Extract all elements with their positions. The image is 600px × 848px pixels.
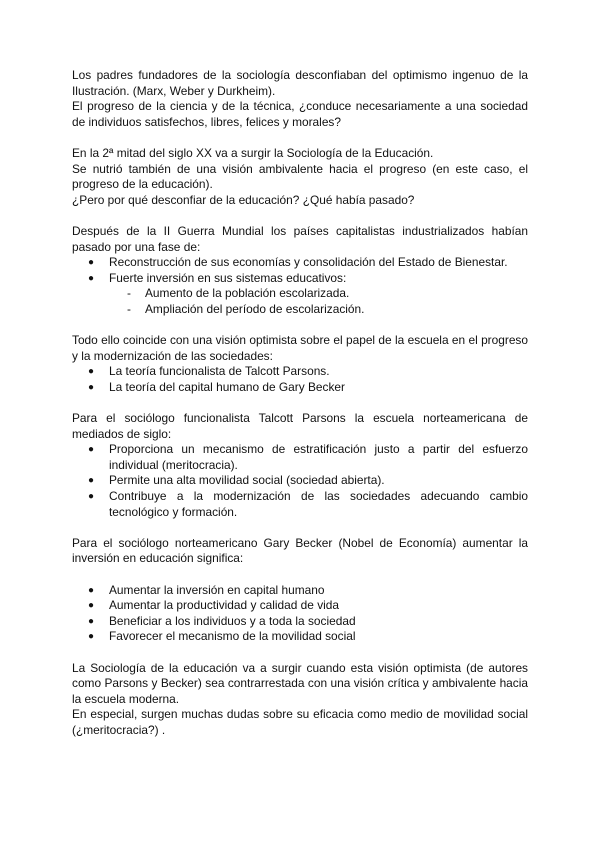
list-item: ● Contribuye a la modernización de las sociedades adecuando cambio tecnológico y formación. bbox=[88, 489, 528, 519]
bullet-icon: ● bbox=[88, 444, 95, 456]
paragraph: En la 2ª mitad del siglo XX va a surgir la Sociología de la Educación. bbox=[72, 145, 434, 160]
document-body bbox=[72, 68, 528, 739]
paragraph: Después de la II Guerra Mundial los países capitalistas industrializados habían pasado por una fase de: bbox=[72, 223, 528, 254]
bullet-icon: ● bbox=[88, 257, 95, 269]
list-item: ● La teoría del capital humano de Gary Becker bbox=[88, 379, 345, 394]
list-item: ● Favorecer el mecanismo de la movilidad social bbox=[88, 629, 356, 644]
paragraph: Para el sociólogo funcionalista Talcott Parsons la escuela norteamericana de mediados de siglo: bbox=[72, 411, 528, 441]
paragraph: En especial, surgen muchas dudas sobre su eficacia como medio de movilidad social (¿meritocracia?) . bbox=[72, 707, 528, 737]
bullet-icon: ● bbox=[88, 600, 95, 612]
bullet-list bbox=[72, 364, 528, 395]
dash-icon: - bbox=[127, 301, 131, 316]
list-item: ● Permite una alta movilidad social (sociedad abierta). bbox=[88, 473, 385, 488]
sub-list-item: - Ampliación del período de escolarización. bbox=[127, 301, 365, 316]
list-item: ● Proporciona un mecanismo de estratificación justo a partir del esfuerzo individual (meritocracia). bbox=[88, 442, 528, 472]
paragraph: Se nutrió también de una visión ambivalente hacia el progreso (en este caso, el progreso de la educación). bbox=[72, 161, 528, 192]
bullet-icon: ● bbox=[88, 491, 95, 503]
list-item: ● Fuerte inversión en sus sistemas educativos: bbox=[88, 270, 347, 285]
list-item: ● Aumentar la inversión en capital humano bbox=[88, 582, 325, 597]
paragraph: Todo ello coincide con una visión optimista sobre el papel de la escuela en el progreso y la modernización de las sociedades: bbox=[72, 333, 528, 363]
bullet-icon: ● bbox=[88, 584, 95, 596]
dash-icon: - bbox=[127, 286, 131, 301]
bullet-icon: ● bbox=[88, 272, 95, 284]
sub-list-item: - Aumento de la población escolarizada. bbox=[127, 286, 350, 301]
bullet-list bbox=[72, 255, 528, 286]
sub-list bbox=[72, 286, 528, 317]
list-item: ● Reconstrucción de sus economías y consolidación del Estado de Bienestar. bbox=[88, 255, 508, 270]
bullet-icon: ● bbox=[88, 615, 95, 627]
list-item: ● La teoría funcionalista de Talcott Parsons. bbox=[88, 364, 330, 379]
bullet-icon: ● bbox=[88, 475, 95, 487]
bullet-icon: ● bbox=[88, 366, 95, 378]
bullet-icon: ● bbox=[88, 381, 95, 393]
list-item: ● Aumentar la productividad y calidad de vida bbox=[88, 598, 340, 613]
bullet-list bbox=[72, 442, 528, 520]
bullet-list bbox=[72, 583, 528, 645]
paragraph: Para el sociólogo norteamericano Gary Becker (Nobel de Economía) aumentar la inversión en educación significa: bbox=[72, 535, 528, 566]
paragraph: El progreso de la ciencia y de la técnica, ¿conduce necesariamente a una sociedad de individuos satisfechos, libres, felices y morales? bbox=[72, 99, 528, 129]
bullet-icon: ● bbox=[88, 631, 95, 643]
paragraph: Los padres fundadores de la sociología desconfiaban del optimismo ingenuo de la Ilustración. (Marx, Weber y Durkheim). bbox=[72, 68, 528, 98]
paragraph: ¿Pero por qué desconfiar de la educación? ¿Qué había pasado? bbox=[72, 192, 415, 207]
paragraph: La Sociología de la educación va a surgir cuando esta visión optimista (de autores como Parsons y Becker) sea contrarrestada con una visión crítica y ambivalente hacia la escuela moderna. bbox=[72, 660, 528, 706]
list-item: ● Beneficiar a los individuos y a toda la sociedad bbox=[88, 613, 356, 628]
